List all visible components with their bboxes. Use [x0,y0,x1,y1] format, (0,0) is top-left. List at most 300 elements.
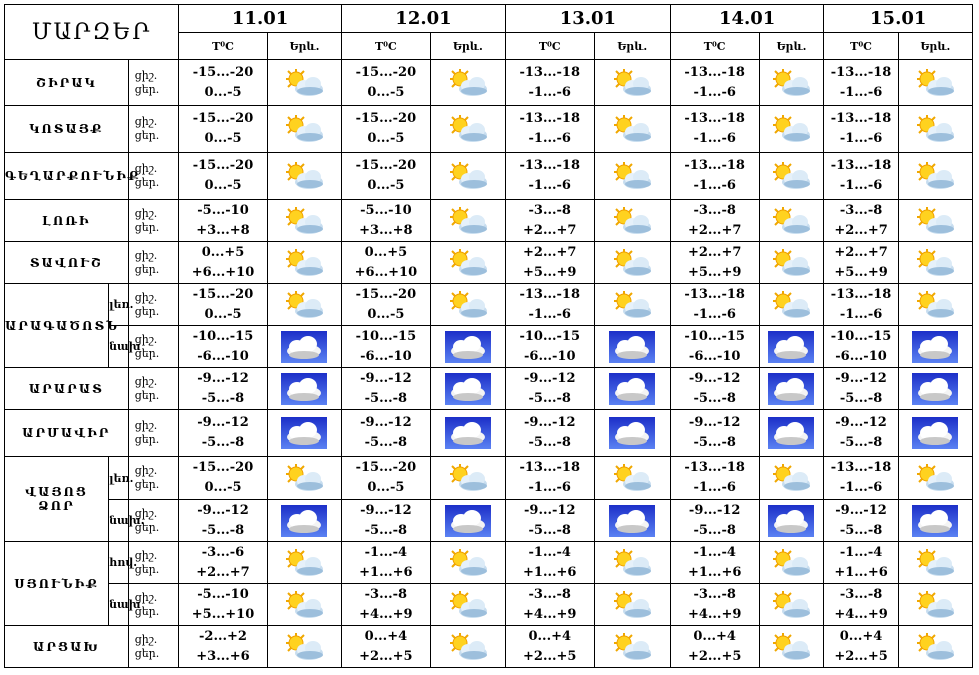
day-label: ցիշ. [134,419,158,432]
day-temp: -13...-18 [519,111,581,126]
night-temp: 0...-5 [204,84,242,100]
partly-sunny-icon [769,289,813,321]
day-night-labels [128,60,179,106]
weather-cell [759,542,824,584]
day-temp: -10...-15 [519,328,581,344]
temperature-cell [670,60,759,106]
weather-cell [898,242,972,284]
day-temp: 0...+4 [528,628,572,644]
night-temp: -5...-8 [693,522,736,538]
day-night-labels [128,542,179,584]
day-temp: -3...-8 [839,586,883,602]
partly-sunny-icon [446,462,490,494]
night-temp: 0...-5 [367,178,405,193]
day-temp: -15...-20 [355,286,417,302]
day-temp: -9...-12 [524,415,576,430]
region-name: ՎԱՅՈՑ ՁՈՐ [5,457,109,542]
weather-cell [267,153,341,200]
night-temp: -5...-8 [201,522,245,538]
temperature-cell [824,60,898,106]
table-title: ՄԱՐԶԵՐ [5,5,179,60]
cloudy-icon [609,331,655,363]
temperature-cell [670,106,759,153]
night-temp: +3...+6 [196,648,250,664]
temperature-cell [824,284,898,326]
day-temp: -9...-12 [360,370,412,386]
temperature-cell [342,626,431,668]
night-temp: -1...-6 [528,131,571,146]
weather-cell [430,626,505,668]
date-header: 13.01 [505,5,670,33]
weather-cell [594,242,670,284]
night-temp: -1...-6 [528,84,571,100]
day-label: ցիշ. [134,590,158,604]
partly-sunny-icon [610,247,654,279]
region-row [5,626,973,668]
day-temp: 0...+5 [201,244,245,260]
weather-cell [430,368,505,410]
day-temp: -13...-18 [830,158,892,173]
night-temp: -5...-8 [839,390,883,406]
day-temp: -9...-12 [835,415,887,430]
weather-cell [594,200,670,242]
temperature-cell [824,326,898,368]
subregion-label: լեռ. [109,284,129,326]
temperature-cell [670,242,759,284]
weather-cell [594,584,670,626]
day-label: ցիշ. [134,506,158,520]
weather-cell [759,500,824,542]
date-header: 14.01 [670,5,824,33]
partly-sunny-icon [446,289,490,321]
day-label: ցիշ. [134,68,158,82]
night-label: ցեր. [134,604,160,618]
weather-cell [594,153,670,200]
day-temp: -15...-20 [355,158,417,173]
weather-cell [267,584,341,626]
weather-cell [898,368,972,410]
day-temp: -10...-15 [355,328,417,344]
night-temp: +6...+10 [354,264,418,280]
temp-column-header: T⁰C [670,33,759,60]
day-temp: -9...-12 [360,415,412,430]
weather-cell [898,200,972,242]
weather-cell [430,200,505,242]
night-temp: 0...-5 [204,131,242,146]
temperature-cell [342,500,431,542]
day-temp: 0...+4 [364,628,408,644]
partly-sunny-icon [913,247,957,279]
temperature-cell [670,584,759,626]
night-temp: +1...+6 [834,564,888,580]
day-temp: -9...-12 [688,502,741,518]
partly-sunny-icon [913,160,957,192]
night-temp: +5...+9 [834,264,888,280]
partly-sunny-icon [913,289,957,321]
day-temp: -15...-20 [192,111,254,126]
weather-cell [267,284,341,326]
region-name: ԳԵՂԱՐՔՈՒՆԻՔ [5,153,129,200]
night-temp: +2...+7 [687,222,742,238]
day-temp: +2...+7 [523,244,577,260]
day-night-labels [128,242,179,284]
region-name: ՏԱՎՈՒՇ [5,242,129,284]
temp-column-header: T⁰C [179,33,268,60]
night-temp: -6...-10 [197,348,249,364]
partly-sunny-icon [610,205,654,237]
weather-cell [759,368,824,410]
day-temp: +2...+7 [834,244,888,260]
weather-cell [898,106,972,153]
region-row [5,368,973,410]
day-label: ցիշ. [134,248,158,262]
weather-cell [898,153,972,200]
weather-cell [267,500,341,542]
weather-cell [267,457,341,500]
weather-cell [594,542,670,584]
partly-sunny-icon [913,631,957,663]
day-temp: -9...-12 [197,415,249,430]
date-header: 11.01 [179,5,342,33]
partly-sunny-icon [282,247,326,279]
region-row [5,326,973,368]
temperature-cell [824,500,898,542]
weather-column-header: Երև. [430,33,505,60]
night-temp: -6...-10 [360,348,412,364]
night-temp: 0...-5 [367,84,405,100]
partly-sunny-icon [282,589,326,621]
partly-sunny-icon [610,160,654,192]
day-temp: -9...-12 [835,370,887,386]
cloudy-icon [609,373,655,405]
subregion-label: նախ. [109,500,129,542]
cloudy-icon [609,417,655,449]
partly-sunny-icon [282,67,326,99]
day-night-labels [128,457,179,500]
temperature-cell [342,326,431,368]
region-row [5,200,973,242]
weather-cell [594,500,670,542]
temperature-cell [342,242,431,284]
weather-cell [430,284,505,326]
temperature-cell [670,153,759,200]
day-night-labels [128,326,179,368]
partly-sunny-icon [913,589,957,621]
temperature-cell [179,584,268,626]
day-temp: -13...-18 [830,64,892,80]
subregion-label: հով. [109,542,129,584]
weather-cell [759,200,824,242]
night-temp: 0...-5 [204,306,242,322]
weather-column-header: Երև. [594,33,670,60]
night-temp: +3...+8 [359,222,413,238]
day-temp: +2...+7 [687,244,742,260]
day-night-labels [128,500,179,542]
weather-cell [594,626,670,668]
day-temp: -13...-18 [830,286,892,302]
region-name: ՇԻՐԱԿ [5,60,129,106]
night-temp: -5...-8 [364,390,408,406]
subregion-label: նախ [109,584,129,626]
night-temp: -1...-6 [528,306,571,322]
temperature-cell [505,368,594,410]
temperature-cell [505,284,594,326]
weather-cell [898,60,972,106]
weather-cell [898,542,972,584]
weather-cell [759,626,824,668]
region-row [5,410,973,457]
night-temp: -5...-8 [364,435,408,450]
partly-sunny-icon [282,631,326,663]
temperature-cell [824,153,898,200]
temperature-cell [824,457,898,500]
day-night-labels [128,106,179,153]
weather-cell [430,542,505,584]
region-row [5,60,973,106]
temperature-cell [342,153,431,200]
weather-cell [430,584,505,626]
day-temp: -13...-18 [684,286,745,302]
weather-cell [759,106,824,153]
region-row [5,584,973,626]
weather-cell [594,106,670,153]
day-temp: -15...-20 [192,460,254,475]
day-temp: -13...-18 [684,460,745,475]
temperature-cell [670,284,759,326]
weather-cell [267,410,341,457]
temp-column-header: T⁰C [505,33,594,60]
day-night-labels [128,584,179,626]
region-name: ԱՐՄԱՎԻՐ [5,410,129,457]
weather-cell [759,153,824,200]
day-temp: -13...-18 [684,111,745,126]
temperature-cell [179,542,268,584]
temperature-cell [670,200,759,242]
night-temp: -5...-8 [201,435,245,450]
night-temp: -1...-6 [839,131,883,146]
temperature-cell [670,542,759,584]
day-night-labels [128,200,179,242]
night-temp: 0...-5 [367,480,405,495]
weather-cell [759,242,824,284]
weather-cell [267,626,341,668]
night-label: ցեր. [134,562,160,576]
night-temp: -6...-10 [688,348,741,364]
weather-cell [267,542,341,584]
day-temp: -5...-10 [197,586,249,602]
day-temp: -1...-4 [693,544,736,560]
weather-cell [759,584,824,626]
night-temp: -1...-6 [693,480,736,495]
night-temp: -5...-8 [693,390,736,406]
temperature-cell [824,584,898,626]
subregion-label: լեռ. [109,457,129,500]
temperature-cell [179,626,268,668]
temperature-cell [505,242,594,284]
night-temp: +2...+7 [834,222,888,238]
night-temp: 0...-5 [204,178,242,193]
partly-sunny-icon [446,247,490,279]
temperature-cell [179,500,268,542]
night-label: ցեր. [134,388,160,402]
temperature-cell [824,242,898,284]
cloudy-icon [445,373,491,405]
day-temp: -3...-8 [839,202,883,218]
partly-sunny-icon [610,589,654,621]
day-label: ցիշ. [134,374,158,388]
partly-sunny-icon [282,160,326,192]
weather-cell [759,457,824,500]
night-temp: +5...+9 [687,264,742,280]
region-row [5,457,973,500]
date-header: 15.01 [824,5,973,33]
cloudy-icon [768,417,814,449]
day-temp: -13...-18 [519,158,581,173]
day-temp: -9...-12 [524,370,576,386]
forecast-table [4,4,973,668]
weather-cell [594,457,670,500]
cloudy-icon [281,505,327,537]
region-name: ԼՈՌԻ [5,200,129,242]
weather-cell [430,106,505,153]
night-temp: +2...+5 [359,648,413,664]
cloudy-icon [281,417,327,449]
day-label: ցիշ. [134,632,158,646]
partly-sunny-icon [446,589,490,621]
night-label: ցեր. [134,220,160,234]
night-temp: -5...-8 [528,522,571,538]
night-temp: -5...-8 [693,435,736,450]
day-temp: -1...-4 [839,544,883,560]
weather-cell [430,500,505,542]
night-temp: +5...+9 [523,264,577,280]
temperature-cell [179,106,268,153]
temperature-cell [179,457,268,500]
temperature-cell [824,106,898,153]
temperature-cell [670,410,759,457]
night-temp: 0...-5 [367,306,405,322]
day-temp: -5...-10 [360,202,412,218]
night-temp: +5...+10 [191,606,255,622]
partly-sunny-icon [769,205,813,237]
region-row [5,242,973,284]
temperature-cell [342,410,431,457]
partly-sunny-icon [446,547,490,579]
temperature-cell [505,542,594,584]
weather-cell [267,242,341,284]
partly-sunny-icon [610,67,654,99]
weather-cell [594,284,670,326]
partly-sunny-icon [282,462,326,494]
cloudy-icon [445,505,491,537]
cloudy-icon [281,373,327,405]
day-temp: -10...-15 [830,328,892,344]
day-temp: 0...+5 [364,244,408,260]
temp-column-header: T⁰C [342,33,431,60]
day-temp: -13...-18 [830,111,892,126]
day-temp: -9...-12 [197,370,249,386]
temperature-cell [505,60,594,106]
night-temp: +4...+9 [359,606,413,622]
region-row [5,153,973,200]
day-night-labels [128,626,179,668]
partly-sunny-icon [769,589,813,621]
temperature-cell [505,326,594,368]
cloudy-icon [768,331,814,363]
cloudy-icon [609,505,655,537]
day-temp: -1...-4 [528,544,571,560]
day-label: ցիշ. [134,548,158,562]
day-temp: -3...-8 [528,586,571,602]
night-temp: +4...+9 [834,606,888,622]
night-temp: -5...-8 [528,435,571,450]
night-temp: -5...-8 [839,435,883,450]
day-temp: -15...-20 [355,111,417,126]
partly-sunny-icon [769,631,813,663]
weather-cell [594,60,670,106]
cloudy-icon [768,373,814,405]
weather-cell [759,284,824,326]
temperature-cell [342,584,431,626]
night-label: ցեր. [134,433,160,446]
day-label: ցիշ. [134,290,158,304]
temperature-cell [505,410,594,457]
cloudy-icon [912,505,958,537]
weather-cell [759,60,824,106]
day-temp: -3...-8 [528,202,571,218]
cloudy-icon [445,417,491,449]
night-temp: +1...+6 [359,564,413,580]
weather-cell [267,326,341,368]
weather-cell [267,60,341,106]
partly-sunny-icon [446,631,490,663]
weather-cell [759,326,824,368]
day-temp: -9...-12 [688,370,741,386]
temperature-cell [670,500,759,542]
day-temp: -15...-20 [355,64,417,80]
night-label: ցեր. [134,646,160,660]
day-temp: 0...+4 [693,628,736,644]
night-temp: -6...-10 [835,348,887,364]
region-name: ԱՐՑԱԽ [5,626,129,668]
night-temp: +2...+5 [687,648,742,664]
day-night-labels [128,284,179,326]
temperature-cell [505,584,594,626]
night-label: ցեր. [134,478,160,491]
temperature-cell [505,106,594,153]
night-label: ցեր. [134,304,160,318]
day-temp: -3...-8 [693,202,736,218]
temperature-cell [179,200,268,242]
temperature-cell [505,500,594,542]
day-temp: -13...-18 [684,64,745,80]
partly-sunny-icon [769,113,813,145]
temp-column-header: T⁰C [824,33,898,60]
temperature-cell [505,457,594,500]
partly-sunny-icon [610,289,654,321]
partly-sunny-icon [610,631,654,663]
night-temp: -1...-6 [528,480,571,495]
partly-sunny-icon [913,547,957,579]
night-temp: +6...+10 [191,264,255,280]
weather-cell [430,153,505,200]
day-label: ցիշ. [134,162,158,175]
temperature-cell [342,368,431,410]
night-temp: +1...+6 [523,564,577,580]
weather-cell [898,500,972,542]
partly-sunny-icon [446,67,490,99]
night-temp: -5...-8 [201,390,245,406]
